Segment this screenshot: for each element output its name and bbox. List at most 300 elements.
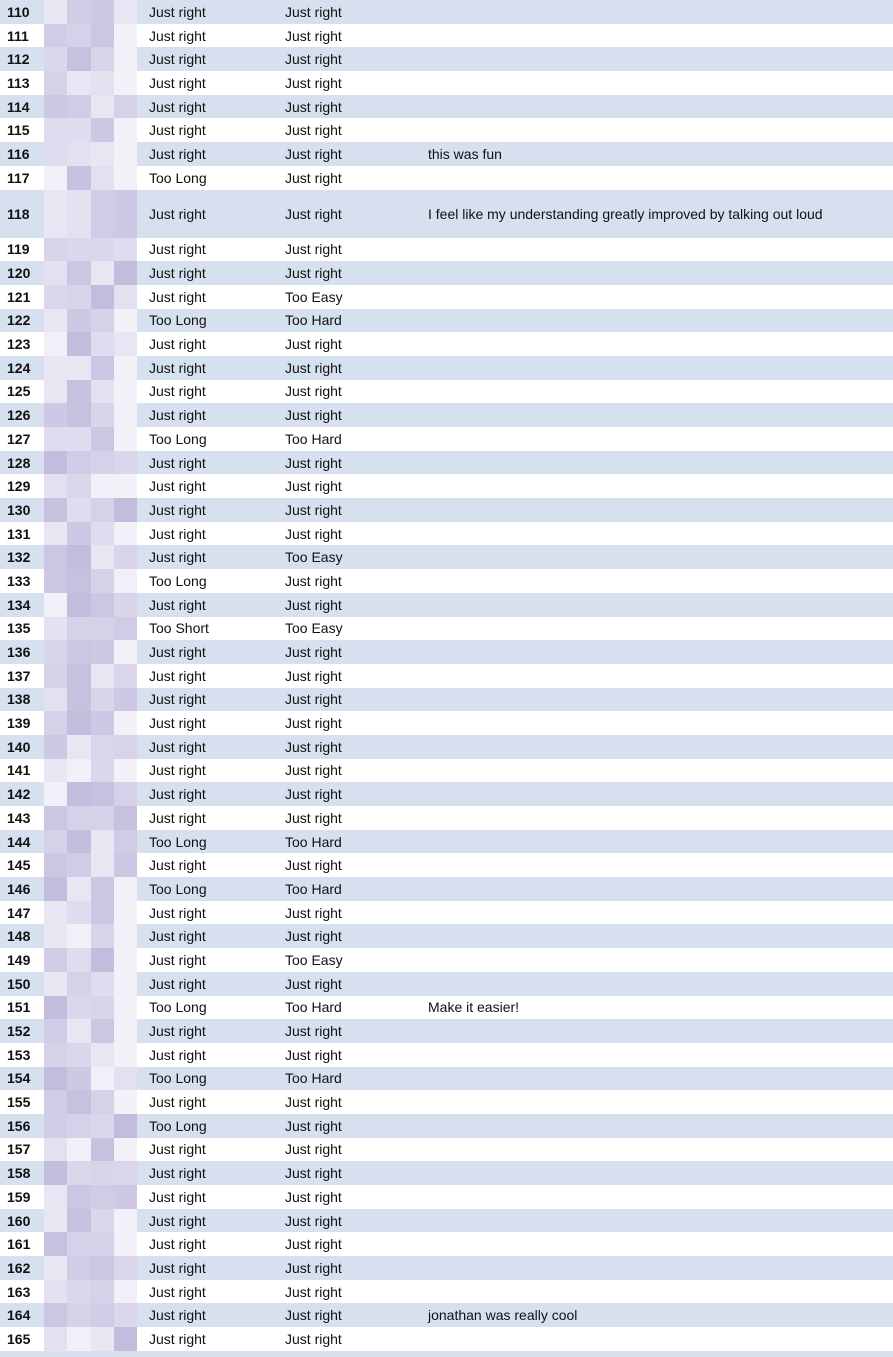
- pixelated-redaction: [44, 451, 137, 475]
- pixelated-redaction: [44, 948, 137, 972]
- redaction-pixel: [44, 309, 67, 333]
- difficulty-rating: Just right: [274, 1256, 421, 1280]
- redaction-pixel: [91, 924, 114, 948]
- redacted-name-cell: [44, 877, 137, 901]
- table-row: [0, 1209, 893, 1233]
- table-row: [0, 0, 893, 24]
- comment: [421, 47, 893, 71]
- difficulty-rating: Just right: [274, 1019, 421, 1043]
- redaction-pixel: [44, 285, 67, 309]
- redaction-pixel: [91, 142, 114, 166]
- redaction-pixel: [67, 782, 90, 806]
- redaction-pixel: [91, 1067, 114, 1091]
- difficulty-rating: Just right: [274, 1114, 421, 1138]
- difficulty-rating: Just right: [274, 1161, 421, 1185]
- redaction-pixel: [67, 118, 90, 142]
- redacted-name-cell: [44, 498, 137, 522]
- difficulty-rating: Too Easy: [274, 948, 421, 972]
- row-id: 144: [0, 830, 44, 854]
- redacted-name-cell: [44, 853, 137, 877]
- comment: [421, 498, 893, 522]
- comment: [421, 24, 893, 48]
- redaction-pixel: [67, 1185, 90, 1209]
- redaction-pixel: [91, 474, 114, 498]
- redaction-pixel: [91, 356, 114, 380]
- length-rating: Too Long: [137, 427, 274, 451]
- redaction-pixel: [67, 95, 90, 119]
- table-row: [0, 593, 893, 617]
- redacted-name-cell: [44, 688, 137, 712]
- table-row: [0, 782, 893, 806]
- redacted-name-cell: [44, 972, 137, 996]
- difficulty-rating: Just right: [274, 118, 421, 142]
- redaction-pixel: [67, 593, 90, 617]
- difficulty-rating: Just right: [274, 24, 421, 48]
- length-rating: Just right: [137, 664, 274, 688]
- table-row: [0, 474, 893, 498]
- length-rating: Just right: [137, 782, 274, 806]
- redaction-pixel: [114, 451, 137, 475]
- redacted-name-cell: [44, 1303, 137, 1327]
- length-rating: Too Long: [137, 877, 274, 901]
- comment: [421, 569, 893, 593]
- pixelated-redaction: [44, 285, 137, 309]
- difficulty-rating: Just right: [274, 1280, 421, 1304]
- row-id: 124: [0, 356, 44, 380]
- redacted-name-cell: [44, 190, 137, 238]
- redaction-pixel: [114, 711, 137, 735]
- table-row: [0, 118, 893, 142]
- table-row: [0, 569, 893, 593]
- redaction-pixel: [44, 711, 67, 735]
- table-row: [0, 806, 893, 830]
- redaction-pixel: [44, 1327, 67, 1351]
- redaction-pixel: [91, 1043, 114, 1067]
- comment: [421, 1256, 893, 1280]
- length-rating: Just right: [137, 924, 274, 948]
- redaction-pixel: [44, 569, 67, 593]
- length-rating: Just right: [137, 522, 274, 546]
- redaction-pixel: [67, 877, 90, 901]
- redacted-name-cell: [44, 24, 137, 48]
- table-row: [0, 853, 893, 877]
- pixelated-redaction: [44, 759, 137, 783]
- comment: Make it easier!: [421, 996, 893, 1020]
- comment: [421, 1280, 893, 1304]
- redaction-pixel: [67, 806, 90, 830]
- redaction-pixel: [44, 1138, 67, 1162]
- row-id: 157: [0, 1138, 44, 1162]
- comment: [421, 853, 893, 877]
- redaction-pixel: [67, 830, 90, 854]
- pixelated-redaction: [44, 1114, 137, 1138]
- comment: [421, 427, 893, 451]
- redaction-pixel: [44, 474, 67, 498]
- redacted-name-cell: [44, 759, 137, 783]
- comment: [421, 95, 893, 119]
- redaction-pixel: [114, 474, 137, 498]
- redaction-pixel: [44, 1114, 67, 1138]
- redaction-pixel: [67, 0, 90, 24]
- pixelated-redaction: [44, 617, 137, 641]
- redacted-name-cell: [44, 1067, 137, 1091]
- redaction-pixel: [44, 806, 67, 830]
- redaction-pixel: [91, 261, 114, 285]
- comment: [421, 664, 893, 688]
- empty-cell: [44, 1351, 137, 1357]
- redacted-name-cell: [44, 1090, 137, 1114]
- redaction-pixel: [67, 24, 90, 48]
- length-rating: Too Long: [137, 996, 274, 1020]
- pixelated-redaction: [44, 1232, 137, 1256]
- redacted-name-cell: [44, 545, 137, 569]
- redaction-pixel: [91, 877, 114, 901]
- length-rating: Just right: [137, 1209, 274, 1233]
- redaction-pixel: [44, 948, 67, 972]
- redaction-pixel: [67, 1043, 90, 1067]
- length-rating: Too Long: [137, 1114, 274, 1138]
- difficulty-rating: Just right: [274, 806, 421, 830]
- length-rating: Just right: [137, 261, 274, 285]
- comment: [421, 285, 893, 309]
- redaction-pixel: [91, 617, 114, 641]
- length-rating: Just right: [137, 285, 274, 309]
- row-id: 142: [0, 782, 44, 806]
- comment: [421, 924, 893, 948]
- length-rating: Just right: [137, 1161, 274, 1185]
- difficulty-rating: Just right: [274, 569, 421, 593]
- length-rating: Just right: [137, 474, 274, 498]
- redaction-pixel: [91, 47, 114, 71]
- row-id: 120: [0, 261, 44, 285]
- row-id: 132: [0, 545, 44, 569]
- table-row: [0, 1185, 893, 1209]
- redaction-pixel: [114, 380, 137, 404]
- redaction-pixel: [91, 664, 114, 688]
- pixelated-redaction: [44, 1209, 137, 1233]
- table-row: [0, 380, 893, 404]
- table-row: [0, 238, 893, 262]
- redaction-pixel: [67, 309, 90, 333]
- row-id: 122: [0, 309, 44, 333]
- difficulty-rating: Too Easy: [274, 285, 421, 309]
- redaction-pixel: [114, 569, 137, 593]
- redaction-pixel: [67, 474, 90, 498]
- difficulty-rating: Just right: [274, 1185, 421, 1209]
- redaction-pixel: [67, 1256, 90, 1280]
- comment: [421, 1232, 893, 1256]
- difficulty-rating: Just right: [274, 1043, 421, 1067]
- redaction-pixel: [67, 1280, 90, 1304]
- redaction-pixel: [67, 451, 90, 475]
- difficulty-rating: Just right: [274, 688, 421, 712]
- length-rating: Just right: [137, 806, 274, 830]
- redaction-pixel: [91, 1019, 114, 1043]
- redaction-pixel: [91, 118, 114, 142]
- row-id: 119: [0, 238, 44, 262]
- redaction-pixel: [91, 1256, 114, 1280]
- comment: jonathan was really cool: [421, 1303, 893, 1327]
- comment: [421, 782, 893, 806]
- redaction-pixel: [114, 735, 137, 759]
- redaction-pixel: [91, 1161, 114, 1185]
- length-rating: Just right: [137, 1256, 274, 1280]
- pixelated-redaction: [44, 688, 137, 712]
- length-rating: Just right: [137, 1303, 274, 1327]
- redaction-pixel: [91, 996, 114, 1020]
- row-id: 118: [0, 190, 44, 238]
- redaction-pixel: [44, 238, 67, 262]
- pixelated-redaction: [44, 640, 137, 664]
- redaction-pixel: [67, 996, 90, 1020]
- redaction-pixel: [91, 948, 114, 972]
- redaction-pixel: [91, 332, 114, 356]
- redaction-pixel: [114, 782, 137, 806]
- redaction-pixel: [44, 1209, 67, 1233]
- redacted-name-cell: [44, 1209, 137, 1233]
- difficulty-rating: Just right: [274, 356, 421, 380]
- redacted-name-cell: [44, 95, 137, 119]
- redacted-name-cell: [44, 356, 137, 380]
- difficulty-rating: Too Hard: [274, 830, 421, 854]
- redacted-name-cell: [44, 1256, 137, 1280]
- table-row: [0, 1256, 893, 1280]
- table-row-partial: [0, 1351, 893, 1357]
- redaction-pixel: [114, 1114, 137, 1138]
- length-rating: Just right: [137, 593, 274, 617]
- table-row: [0, 285, 893, 309]
- difficulty-rating: Just right: [274, 711, 421, 735]
- comment: [421, 261, 893, 285]
- pixelated-redaction: [44, 24, 137, 48]
- redaction-pixel: [114, 901, 137, 925]
- redaction-pixel: [91, 95, 114, 119]
- redaction-pixel: [91, 1185, 114, 1209]
- redaction-pixel: [91, 759, 114, 783]
- redaction-pixel: [67, 735, 90, 759]
- difficulty-rating: Too Easy: [274, 545, 421, 569]
- row-id: 115: [0, 118, 44, 142]
- pixelated-redaction: [44, 1138, 137, 1162]
- redaction-pixel: [44, 498, 67, 522]
- redaction-pixel: [67, 640, 90, 664]
- redacted-name-cell: [44, 451, 137, 475]
- table-row: [0, 522, 893, 546]
- table-row: [0, 190, 893, 238]
- empty-cell: [274, 1351, 421, 1357]
- redaction-pixel: [44, 545, 67, 569]
- pixelated-redaction: [44, 261, 137, 285]
- comment: [421, 593, 893, 617]
- table-row: [0, 735, 893, 759]
- redaction-pixel: [91, 309, 114, 333]
- comment: [421, 877, 893, 901]
- redaction-pixel: [114, 924, 137, 948]
- row-id: 154: [0, 1067, 44, 1091]
- redacted-name-cell: [44, 166, 137, 190]
- pixelated-redaction: [44, 830, 137, 854]
- redaction-pixel: [44, 47, 67, 71]
- redaction-pixel: [44, 522, 67, 546]
- redaction-pixel: [67, 853, 90, 877]
- redacted-name-cell: [44, 948, 137, 972]
- table-row: [0, 711, 893, 735]
- redaction-pixel: [91, 451, 114, 475]
- redaction-pixel: [44, 1303, 67, 1327]
- pixelated-redaction: [44, 474, 137, 498]
- redacted-name-cell: [44, 1280, 137, 1304]
- pixelated-redaction: [44, 782, 137, 806]
- difficulty-rating: Just right: [274, 1303, 421, 1327]
- redaction-pixel: [44, 901, 67, 925]
- redaction-pixel: [67, 380, 90, 404]
- table-row: [0, 427, 893, 451]
- redaction-pixel: [44, 451, 67, 475]
- redaction-pixel: [67, 332, 90, 356]
- length-rating: Just right: [137, 332, 274, 356]
- table-row: [0, 166, 893, 190]
- redaction-pixel: [67, 759, 90, 783]
- redaction-pixel: [91, 190, 114, 238]
- redaction-pixel: [67, 711, 90, 735]
- difficulty-rating: Just right: [274, 972, 421, 996]
- redaction-pixel: [67, 1303, 90, 1327]
- pixelated-redaction: [44, 569, 137, 593]
- row-id: 116: [0, 142, 44, 166]
- redacted-name-cell: [44, 1185, 137, 1209]
- table-row: [0, 498, 893, 522]
- empty-cell: [0, 1351, 44, 1357]
- redacted-name-cell: [44, 996, 137, 1020]
- pixelated-redaction: [44, 1161, 137, 1185]
- redaction-pixel: [114, 332, 137, 356]
- row-id: 160: [0, 1209, 44, 1233]
- redaction-pixel: [114, 403, 137, 427]
- length-rating: Just right: [137, 0, 274, 24]
- redacted-name-cell: [44, 285, 137, 309]
- comment: [421, 901, 893, 925]
- redaction-pixel: [44, 71, 67, 95]
- redaction-pixel: [91, 901, 114, 925]
- row-id: 158: [0, 1161, 44, 1185]
- redacted-name-cell: [44, 830, 137, 854]
- table-row: [0, 47, 893, 71]
- difficulty-rating: Just right: [274, 47, 421, 71]
- redaction-pixel: [114, 356, 137, 380]
- redaction-pixel: [44, 1043, 67, 1067]
- redaction-pixel: [67, 261, 90, 285]
- pixelated-redaction: [44, 924, 137, 948]
- redaction-pixel: [91, 853, 114, 877]
- row-id: 130: [0, 498, 44, 522]
- redaction-pixel: [67, 1114, 90, 1138]
- row-id: 145: [0, 853, 44, 877]
- difficulty-rating: Just right: [274, 1209, 421, 1233]
- comment: [421, 711, 893, 735]
- difficulty-rating: Just right: [274, 1327, 421, 1351]
- row-id: 153: [0, 1043, 44, 1067]
- redacted-name-cell: [44, 47, 137, 71]
- pixelated-redaction: [44, 1090, 137, 1114]
- redaction-pixel: [91, 285, 114, 309]
- row-id: 138: [0, 688, 44, 712]
- comment: this was fun: [421, 142, 893, 166]
- row-id: 121: [0, 285, 44, 309]
- difficulty-rating: Too Hard: [274, 1067, 421, 1091]
- redacted-name-cell: [44, 640, 137, 664]
- row-id: 117: [0, 166, 44, 190]
- redaction-pixel: [91, 711, 114, 735]
- comment: [421, 522, 893, 546]
- redaction-pixel: [67, 190, 90, 238]
- pixelated-redaction: [44, 356, 137, 380]
- empty-cell: [137, 1351, 274, 1357]
- redaction-pixel: [67, 285, 90, 309]
- comment: I feel like my understanding greatly improved by talking out loud: [421, 190, 893, 238]
- length-rating: Just right: [137, 142, 274, 166]
- redacted-name-cell: [44, 1161, 137, 1185]
- comment: [421, 735, 893, 759]
- comment: [421, 332, 893, 356]
- table-row: [0, 830, 893, 854]
- comment: [421, 309, 893, 333]
- row-id: 113: [0, 71, 44, 95]
- redaction-pixel: [91, 427, 114, 451]
- table-row: [0, 1280, 893, 1304]
- redaction-pixel: [114, 1209, 137, 1233]
- table-row: [0, 996, 893, 1020]
- comment: [421, 688, 893, 712]
- comment: [421, 806, 893, 830]
- redaction-pixel: [91, 972, 114, 996]
- pixelated-redaction: [44, 853, 137, 877]
- redaction-pixel: [114, 759, 137, 783]
- redaction-pixel: [114, 1256, 137, 1280]
- length-rating: Just right: [137, 759, 274, 783]
- redacted-name-cell: [44, 901, 137, 925]
- comment: [421, 1209, 893, 1233]
- redaction-pixel: [44, 1185, 67, 1209]
- pixelated-redaction: [44, 545, 137, 569]
- redaction-pixel: [114, 1327, 137, 1351]
- pixelated-redaction: [44, 47, 137, 71]
- redaction-pixel: [114, 688, 137, 712]
- row-id: 129: [0, 474, 44, 498]
- redacted-name-cell: [44, 522, 137, 546]
- difficulty-rating: Too Easy: [274, 617, 421, 641]
- redaction-pixel: [44, 996, 67, 1020]
- redacted-name-cell: [44, 711, 137, 735]
- pixelated-redaction: [44, 142, 137, 166]
- length-rating: Just right: [137, 688, 274, 712]
- redaction-pixel: [44, 1090, 67, 1114]
- length-rating: Just right: [137, 735, 274, 759]
- difficulty-rating: Just right: [274, 0, 421, 24]
- comment: [421, 1067, 893, 1091]
- redaction-pixel: [67, 498, 90, 522]
- table-row: [0, 261, 893, 285]
- redaction-pixel: [44, 759, 67, 783]
- redaction-pixel: [44, 1067, 67, 1091]
- redaction-pixel: [114, 593, 137, 617]
- redaction-pixel: [91, 1138, 114, 1162]
- redaction-pixel: [67, 1067, 90, 1091]
- redaction-pixel: [67, 238, 90, 262]
- row-id: 151: [0, 996, 44, 1020]
- redaction-pixel: [114, 142, 137, 166]
- redaction-pixel: [114, 1280, 137, 1304]
- length-rating: Just right: [137, 1138, 274, 1162]
